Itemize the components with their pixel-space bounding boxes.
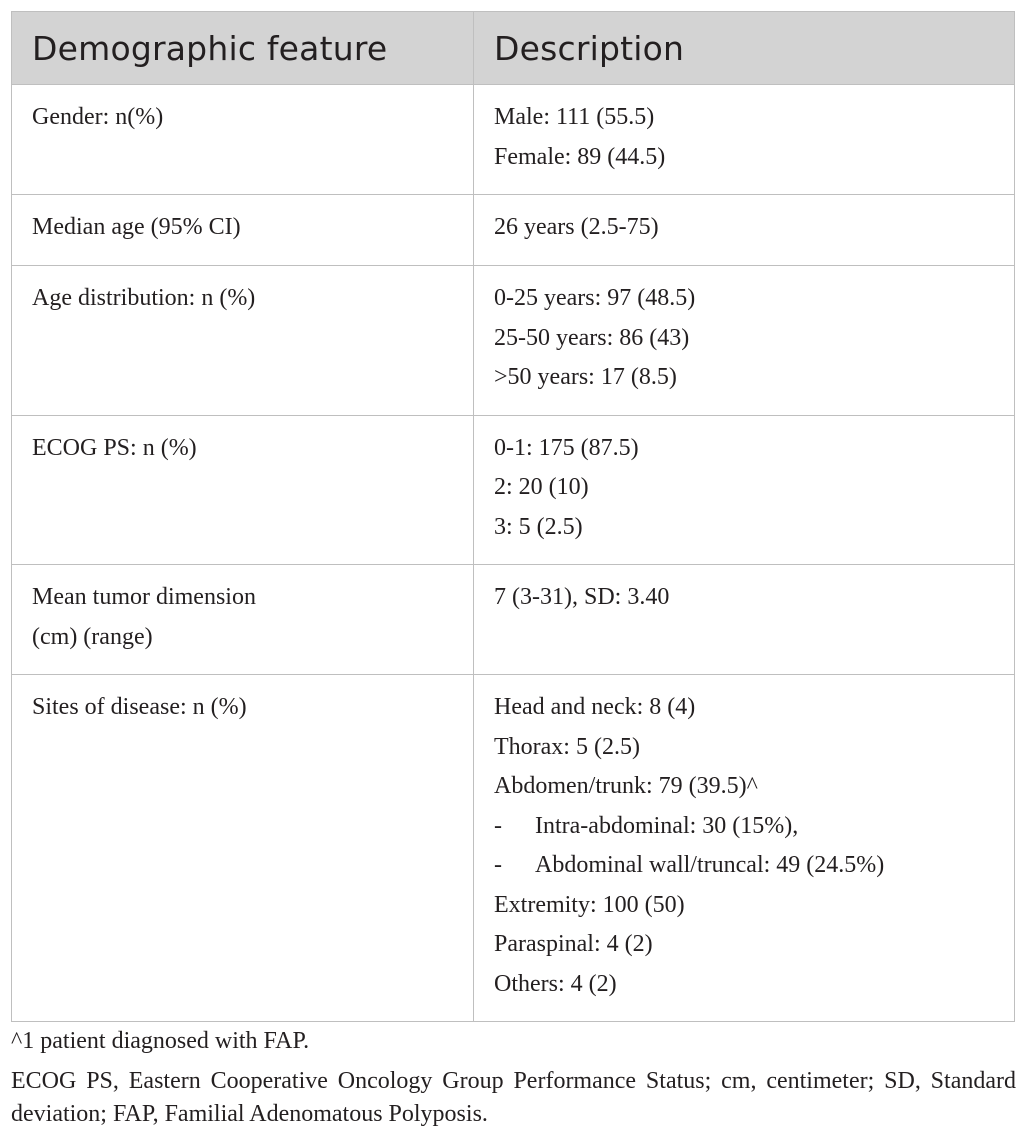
description-line: Abdomen/trunk: 79 (39.5)^ bbox=[494, 773, 758, 799]
footnote-abbreviations: ECOG PS, Eastern Cooperative Oncology Group Performance Status; cm, centimeter; SD, Standard deviation; FAP, Familial Adenomatous Polyposis. bbox=[11, 1068, 1016, 1127]
header-description: Description bbox=[474, 12, 1015, 85]
description-line: Male: 111 (55.5) bbox=[494, 104, 655, 130]
footnote-fap: ^1 patient diagnosed with FAP. bbox=[11, 1028, 310, 1054]
description-line: Female: 89 (44.5) bbox=[494, 143, 666, 170]
feature-label: Median age (95% CI) bbox=[32, 214, 241, 240]
description-line: Others: 4 (2) bbox=[494, 970, 617, 997]
feature-cell bbox=[12, 565, 474, 675]
description-line: 0-1: 175 (87.5) bbox=[494, 434, 639, 461]
feature-label: Gender: n(%) bbox=[32, 104, 164, 130]
sub-item bbox=[494, 846, 1014, 886]
table-header bbox=[12, 12, 1015, 85]
description-cell bbox=[474, 85, 1015, 195]
feature-cell bbox=[12, 675, 474, 1022]
description-line: Extremity: 100 (50) bbox=[494, 891, 685, 918]
feature-cell bbox=[12, 266, 474, 416]
description-line: 0-25 years: 97 (48.5) bbox=[494, 285, 696, 311]
header-row bbox=[12, 12, 1015, 85]
description-line: Thorax: 5 (2.5) bbox=[494, 733, 640, 760]
description-line: Head and neck: 8 (4) bbox=[494, 694, 696, 720]
demographics-table-container bbox=[11, 11, 1014, 1022]
feature-label-line: Mean tumor dimension bbox=[32, 584, 256, 610]
feature-cell bbox=[12, 195, 474, 266]
header-demographic-feature: Demographic feature bbox=[12, 12, 474, 85]
description-line: Paraspinal: 4 (2) bbox=[494, 931, 653, 957]
dash-marker: - bbox=[494, 812, 502, 839]
table-row bbox=[12, 195, 1015, 266]
feature-cell bbox=[12, 85, 474, 195]
table-row bbox=[12, 415, 1015, 565]
feature-label: Age distribution: n (%) bbox=[32, 285, 256, 311]
description-cell bbox=[474, 415, 1015, 565]
dash-marker: - bbox=[494, 852, 502, 878]
description-cell bbox=[474, 565, 1015, 675]
feature-label: Sites of disease: n (%) bbox=[32, 694, 247, 720]
description-line: 26 years (2.5-75) bbox=[494, 214, 659, 240]
sub-item-text: Abdominal wall/truncal: 49 (24.5%) bbox=[535, 852, 885, 878]
description-cell bbox=[474, 266, 1015, 416]
description-line: 3: 5 (2.5) bbox=[494, 513, 583, 540]
table-row bbox=[12, 565, 1015, 675]
description-line: 2: 20 (10) bbox=[494, 474, 589, 500]
description-cell bbox=[474, 195, 1015, 266]
demographics-table bbox=[11, 11, 1015, 1022]
feature-label: ECOG PS: n (%) bbox=[32, 434, 197, 461]
description-line: >50 years: 17 (8.5) bbox=[494, 364, 677, 390]
description-cell bbox=[474, 675, 1015, 1022]
table-row bbox=[12, 675, 1015, 1022]
feature-label-line: (cm) (range) bbox=[32, 623, 153, 650]
description-line: 7 (3-31), SD: 3.40 bbox=[494, 584, 670, 610]
table-row bbox=[12, 85, 1015, 195]
feature-cell bbox=[12, 415, 474, 565]
sub-item bbox=[494, 807, 1014, 847]
sub-item-text: Intra-abdominal: 30 (15%), bbox=[535, 812, 799, 839]
table-row bbox=[12, 266, 1015, 416]
description-line: 25-50 years: 86 (43) bbox=[494, 324, 690, 351]
table-footnotes bbox=[11, 1025, 1016, 1131]
